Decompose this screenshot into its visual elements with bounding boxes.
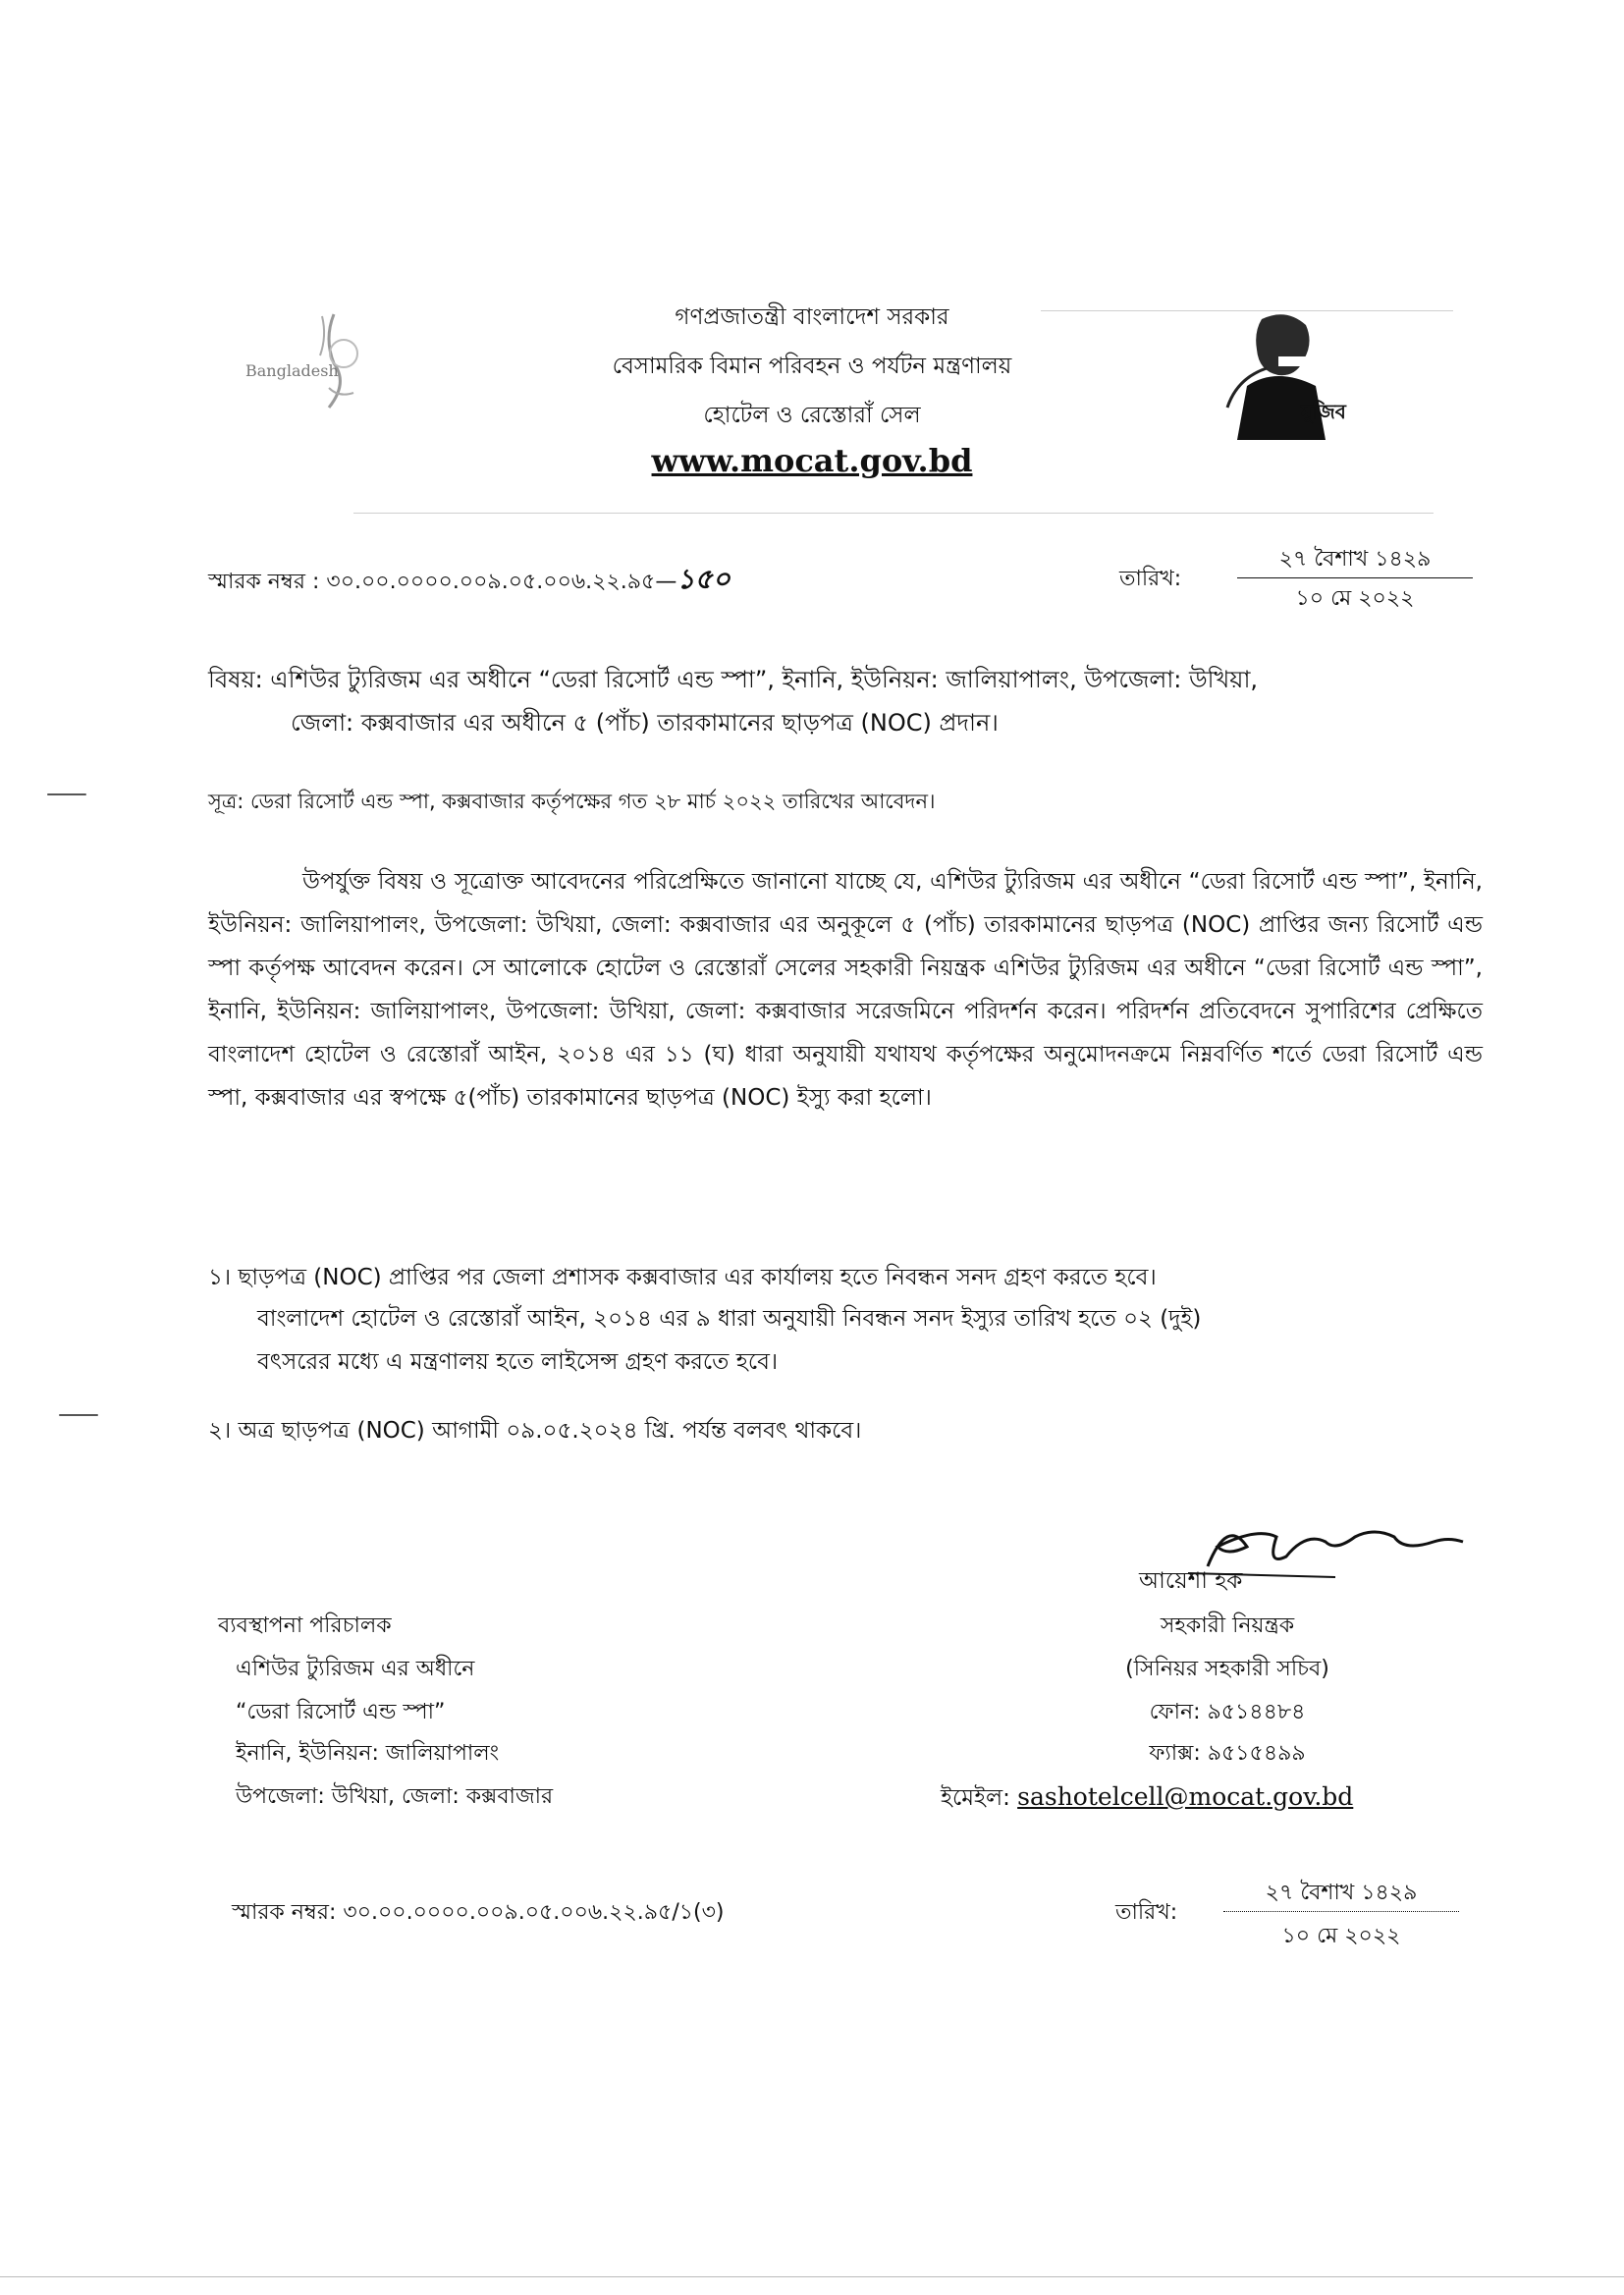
condition-1-line-3: বৎসরের মধ্যে এ মন্ত্রণালয় হতে লাইসেন্স গ্রহণ করতে হবে। <box>257 1349 779 1375</box>
recipient-resort: “ডেরা রিসোর্ট এন্ড স্পা” <box>236 1700 446 1724</box>
reference-line: সূত্র: ডেরা রিসোর্ট এন্ড স্পা, কক্সবাজার কর্তৃপক্ষের গত ২৮ মার্চ ২০২২ তারিখের আবেদন। <box>208 790 936 813</box>
recipient-title: ব্যবস্থাপনা পরিচালক <box>218 1613 392 1638</box>
scan-edge-line <box>0 2276 1624 2277</box>
recipient-address-1: ইনানি, ইউনিয়ন: জালিয়াপালং <box>236 1741 500 1766</box>
cell-name: হোটেল ও রেস্তোরাঁ সেল <box>703 403 921 428</box>
signatory-designation: সহকারী নিয়ন্ত্রক <box>1160 1613 1295 1638</box>
scan-margin-mark <box>47 793 86 795</box>
subject-line-1: বিষয়: এশিউর ট্যুরিজম এর অধীনে “ডেরা রিসোর্ট এন্ড স্পা”, ইনানি, ইউনিয়ন: জালিয়াপালং, উপজেলা: উখিয়া, <box>208 666 1259 693</box>
subject-line-2: জেলা: কক্সবাজার এর অধীনে ৫ (পাঁচ) তারকামানের ছাড়পত্র (NOC) প্রদান। <box>291 709 999 737</box>
body-paragraph: উপর্যুক্ত বিষয় ও সূত্রোক্ত আবেদনের পরিপ্রেক্ষিতে জানানো যাচ্ছে যে, এশিউর ট্যুরিজম এর অধীনে “ডেরা রিসোর্ট এন্ড স্পা”, ইনানি, ইউনিয়ন: জালিয়াপালং, উপজেলা: উখিয়া, জেলা: কক্সবাজার এর অনুকূলে ৫ (পাঁচ) তারকামানের ছাড়পত্র (NOC) প্রাপ্তির জন্য রিসোর্ট এন্ড স্পা কর্তৃপক্ষ আবেদন করেন। সে আলোকে হোটেল ও রেস্তোরাঁ সেলের সহকারী নিয়ন্ত্রক এশিউর ট্যুরিজম এর অধীনে “ডেরা রিসোর্ট এন্ড স্পা”, ইনানি, ইউনিয়ন: জালিয়াপালং, উপজেলা: উখিয়া, জেলা: কক্সবাজার সরেজমিনে পরিদর্শন করেন। পরিদর্শন প্রতিবেদনে সুপারিশের প্রেক্ষিতে বাংলাদেশ হোটেল ও রেস্তোরাঁ আইন, ২০১৪ এর ১১ (ঘ) ধারা অনুযায়ী যথাযথ কর্তৃপক্ষের অনুমোদনক্রমে নিম্নবর্ণিত শর্তে ডেরা রিসোর্ট এন্ড স্পা, কক্সবাজার এর স্বপক্ষে ৫(পাঁচ) তারকামানের ছাড়পত্র (NOC) ইস্যু করা হলো। <box>208 869 1483 1111</box>
signatory-rank: (সিনিয়র সহকারী সচিব) <box>1125 1657 1329 1681</box>
memo-number <box>208 562 731 600</box>
signatory-phone: ফোন: ৯৫১৪৪৮৪ <box>1149 1700 1306 1724</box>
condition-2: ২। অত্র ছাড়পত্র (NOC) আগামী ০৯.০৫.২০২৪ খ্রি. পর্যন্ত বলবৎ থাকবে। <box>208 1418 862 1444</box>
emblem-text: Bangladesh <box>245 361 339 380</box>
government-name: গণপ্রজাতন্ত্রী বাংলাদেশ সরকার <box>675 304 949 330</box>
signatory-email-row <box>941 1779 1353 1816</box>
email-label: ইমেইল: <box>941 1785 1010 1811</box>
ministry-website-link[interactable]: www.mocat.gov.bd <box>651 442 973 479</box>
scan-noise <box>353 513 1434 514</box>
handwritten-memo-number: ১৫০ <box>677 563 731 595</box>
recipient-address-2: উপজেলা: উখিয়া, জেলা: কক্সবাজার <box>236 1784 554 1809</box>
scan-noise <box>1041 310 1453 311</box>
memo2-date-label: তারিখ: <box>1115 1900 1178 1925</box>
signatory-fax: ফ্যাক্স: ৯৫১৫৪৯৯ <box>1149 1741 1306 1766</box>
scan-margin-mark <box>59 1414 98 1416</box>
memo2-number: স্মারক নম্বর: ৩০.০০.০০০০.০০৯.০৫.০০৬.২২.৯৫/১(৩) <box>232 1900 725 1925</box>
ministry-name: বেসামরিক বিমান পরিবহন ও পর্যটন মন্ত্রণালয় <box>612 354 1012 379</box>
recipient-company: এশিউর ট্যুরিজম এর অধীনে <box>236 1657 475 1681</box>
mujib-logo-text: মুজিব <box>1301 400 1346 423</box>
condition-1-line-2: বাংলাদেশ হোটেল ও রেস্তোরাঁ আইন, ২০১৪ এর ৯ ধারা অনুযায়ী নিবন্ধন সনদ ইস্যুর তারিখ হতে ০২ (দুই) <box>257 1306 1202 1332</box>
memo-date-bangla: ২৭ বৈশাখ ১৪২৯ <box>1237 542 1473 578</box>
signatory-email-link[interactable]: sashotelcell@mocat.gov.bd <box>1017 1782 1354 1811</box>
condition-1-line-1: ১। ছাড়পত্র (NOC) প্রাপ্তির পর জেলা প্রশাসক কক্সবাজার এর কার্যালয় হতে নিবন্ধন সনদ গ্রহণ করতে হবে। <box>208 1265 1157 1290</box>
memo-date-label: তারিখ: <box>1119 567 1182 591</box>
memo2-date-english: ১০ মে ২০২২ <box>1281 1924 1401 1948</box>
memo-date-english: ১০ মে ২০২২ <box>1295 586 1415 611</box>
signatory-name: আয়েশা হক <box>1139 1568 1243 1594</box>
memo2-date-bangla: ২৭ বৈশাখ ১৪২৯ <box>1223 1876 1459 1912</box>
memo-number-label: স্মারক নম্বর : ৩০.০০.০০০০.০০৯.০৫.০০৬.২২.৯৫— <box>208 570 677 594</box>
